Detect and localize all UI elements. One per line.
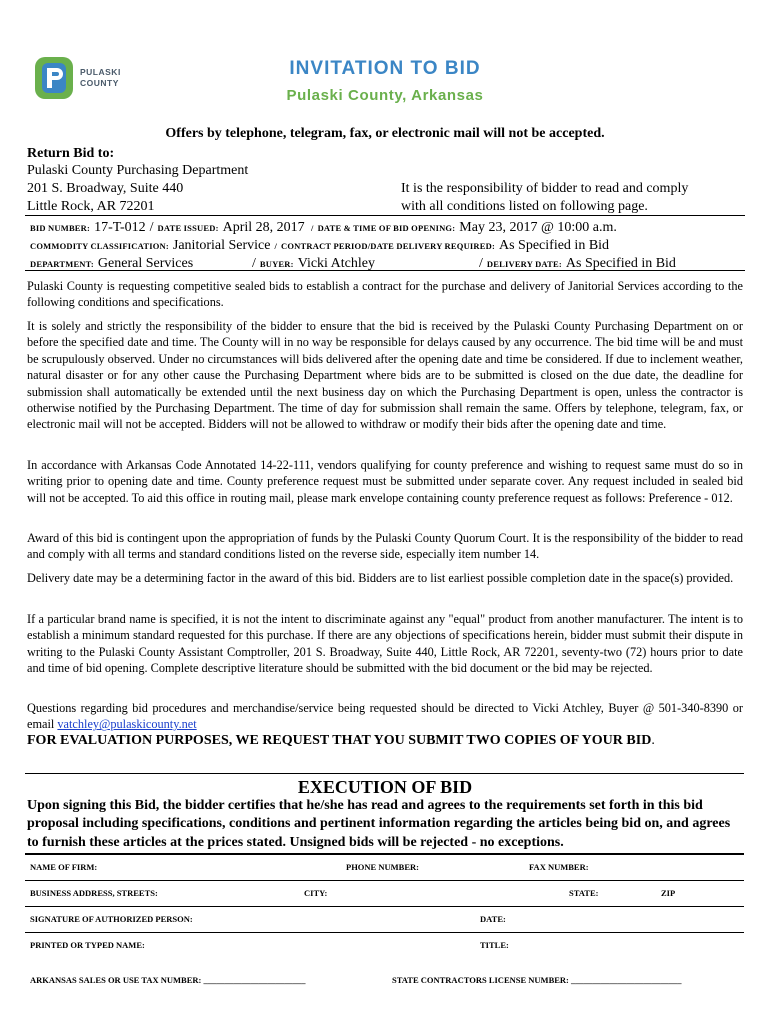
printed-name-field[interactable]: PRINTED OR TYPED NAME: xyxy=(30,940,145,950)
contract-period-value: As Specified in Bid xyxy=(499,238,610,253)
form-row-printed-name xyxy=(25,932,744,958)
logo-text-county: COUNTY xyxy=(80,78,119,88)
contract-period-label: CONTRACT PERIOD/DATE DELIVERY REQUIRED: xyxy=(281,241,495,251)
contractor-license-field[interactable]: STATE CONTRACTORS LICENSE NUMBER: __________________________ xyxy=(392,975,682,985)
business-address-field[interactable]: BUSINESS ADDRESS, STREETS: xyxy=(30,888,158,898)
department-label: DEPARTMENT: xyxy=(30,259,94,269)
tax-license-row xyxy=(30,975,745,989)
paragraph-delivery: Delivery date may be a determining factor in the award of this bid. Bidders are to list earliest possible completion date in the space(s) provided. xyxy=(27,571,734,585)
paragraph-award: Award of this bid is contingent upon the appropriation of funds by the Pulaski County Quorum Court. It is the responsibility of the bidder to read and comply with all terms and standard conditions listed on the reverse side, especially item number 14. xyxy=(27,531,743,562)
title-field[interactable]: TITLE: xyxy=(480,940,509,950)
paragraph-preference: In accordance with Arkansas Code Annotated 14-22-111, vendors qualifying for county preference and wishing to request same must do so in writing prior to opening date and time. County preference request must be submitted under separate cover. Any request included in sealed bid will not be accepted. To aid this office in routing mail, please mark envelope containing county preference request as follows: Preference - 012. xyxy=(27,458,743,505)
page-subtitle: Pulaski County, Arkansas xyxy=(286,87,484,104)
bid-opening-value: May 23, 2017 @ 10:00 a.m. xyxy=(459,220,617,235)
paragraph-intro: Pulaski County is requesting competitive sealed bids to establish a contract for the purchase and delivery of Janitorial Services according to the following conditions and specifications. xyxy=(27,279,743,310)
state-field[interactable]: STATE: xyxy=(569,888,599,898)
responsibility-line-1: It is the responsibility of bidder to read and comply xyxy=(401,181,689,196)
tax-number-field[interactable]: ARKANSAS SALES OR USE TAX NUMBER: ________________________ xyxy=(30,975,306,985)
buyer-value: Vicki Atchley xyxy=(297,256,375,271)
bid-opening-label: DATE & TIME OF BID OPENING: xyxy=(317,223,456,233)
delivery-date-value: As Specified in Bid xyxy=(565,256,676,271)
separator: / xyxy=(311,223,314,233)
execution-statement: Upon signing this Bid, the bidder certifies that he/she has read and agrees to the requirements set forth in this bid proposal including specifications, conditions and pertinent information regarding the articles being bid on, and agrees to furnish these articles at the prices stated. Unsigned bids will be rejected - no exceptions. xyxy=(27,798,731,850)
separator: / xyxy=(479,256,483,271)
separator: / xyxy=(149,220,154,235)
signature-field[interactable]: SIGNATURE OF AUTHORIZED PERSON: xyxy=(30,914,193,924)
return-bid-heading: Return Bid to: xyxy=(27,146,115,161)
zip-field[interactable]: ZIP xyxy=(661,888,676,898)
commodity-value: Janitorial Service xyxy=(172,238,271,253)
return-department: Pulaski County Purchasing Department xyxy=(27,163,249,178)
return-street: 201 S. Broadway, Suite 440 xyxy=(27,181,184,196)
buyer-label: BUYER: xyxy=(259,259,294,269)
date-issued-label: DATE ISSUED: xyxy=(157,223,219,233)
form-row-firm xyxy=(25,853,744,880)
form-row-signature xyxy=(25,906,744,932)
bid-info-row-2 xyxy=(30,236,609,254)
section-divider xyxy=(25,773,744,774)
logo-text-pulaski: PULASKI xyxy=(80,67,121,77)
bidder-form xyxy=(25,853,744,958)
fax-number-field[interactable]: FAX NUMBER: xyxy=(529,862,589,872)
execution-title: EXECUTION OF BID xyxy=(297,777,473,797)
paragraph-responsibility: It is solely and strictly the responsibility of the bidder to ensure that the bid is received by the Pulaski County Purchasing Department on or before the specified date and time. The County will in no way be responsible for delays caused by any occurrence. The bid time will be and must be scrupulously observed. Under no circumstances will bids delivered after the opening date and time be considered. If due to inclement weather, natural disaster or for any other cause the Purchasing Department where bids are to be submitted is closed on the due date, the deadline for submission shall automatically be extended until the next business day on which the Purchasing Department is open, unless the contractor is otherwise notified by the Purchasing Department. The time of day for submission shall remain the same. Offers by telephone, telegram, fax, or electronic mail will not be accepted. Bidders will not be allowed to withdraw or modify their bids after the opening date and time. xyxy=(27,319,743,432)
phone-number-field[interactable]: PHONE NUMBER: xyxy=(346,862,419,872)
date-issued-value: April 28, 2017 xyxy=(222,220,305,235)
paragraph-questions xyxy=(27,700,743,733)
return-city: Little Rock, AR 72201 xyxy=(27,199,155,214)
bid-info-row-3 xyxy=(30,254,742,272)
bid-info-row-1 xyxy=(30,218,617,236)
delivery-date-label: DELIVERY DATE: xyxy=(486,259,562,269)
firm-name-field[interactable]: NAME OF FIRM: xyxy=(30,862,98,872)
paragraph-brand-name: If a particular brand name is specified, it is not the intent to discriminate against any "equal" product from another manufacturer. The intent is to establish a minimum standard requested for this purchase. If there are any objections of specifications herein, bidder must submit their dispute in writing to the Pulaski County Assistant Comptroller, 201 S. Broadway, Suite 440, Little Rock, AR 72201, seventy-two (72) hours prior to date and time of bid opening. Complete descriptive literature should be submitted with the bid document or the bid may be rejected. xyxy=(27,612,743,676)
form-row-address xyxy=(25,880,744,906)
separator: / xyxy=(252,256,256,271)
responsibility-line-2: with all conditions listed on following page. xyxy=(401,199,648,214)
department-value: General Services xyxy=(97,256,194,271)
separator: / xyxy=(274,241,278,251)
page-title: INVITATION TO BID xyxy=(289,58,481,79)
city-field[interactable]: CITY: xyxy=(304,888,328,898)
buyer-email-link[interactable]: vatchley@pulaskicounty.net xyxy=(57,717,197,732)
evaluation-text: FOR EVALUATION PURPOSES, WE REQUEST THAT YOU SUBMIT TWO COPIES OF YOUR BID xyxy=(27,733,652,748)
questions-text: Questions regarding bid procedures and merchandise/service being requested should be directed to Vicki Atchley, Buyer @ 501-340-8390 or email xyxy=(27,701,743,732)
date-field[interactable]: DATE: xyxy=(480,914,506,924)
bid-info-box xyxy=(25,215,745,271)
bid-number-value: 17-T-012 xyxy=(94,220,146,235)
evaluation-notice xyxy=(27,733,655,749)
bid-number-label: BID NUMBER: xyxy=(30,223,91,233)
commodity-label: COMMODITY CLASSIFICATION: xyxy=(30,241,169,251)
offers-notice: Offers by telephone, telegram, fax, or electronic mail will not be accepted. xyxy=(165,126,605,141)
evaluation-period: . xyxy=(651,733,655,748)
